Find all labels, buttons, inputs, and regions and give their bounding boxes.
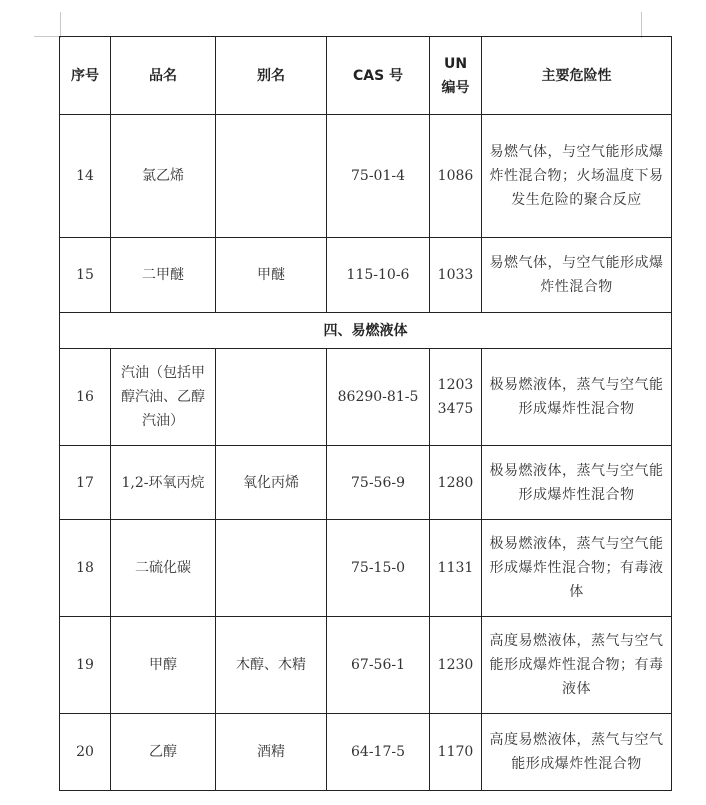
cell-hazard: 极易燃液体，蒸气与空气能形成爆炸性混合物 — [482, 446, 672, 520]
cell-cas: 86290-81-5 — [327, 349, 430, 446]
cell-hazard: 易燃气体，与空气能形成爆炸性混合物 — [482, 238, 672, 313]
cell-name: 二甲醚 — [111, 238, 216, 313]
cell-cas: 75-01-4 — [327, 115, 430, 238]
cell-hazard: 易燃气体，与空气能形成爆炸性混合物；火场温度下易发生危险的聚合反应 — [482, 115, 672, 238]
cell-cas: 64-17-5 — [327, 714, 430, 791]
cell-alias: 甲醚 — [216, 238, 327, 313]
cell-cas: 67-56-1 — [327, 617, 430, 714]
cell-alias — [216, 349, 327, 446]
cell-alias: 木醇、木精 — [216, 617, 327, 714]
cell-alias — [216, 115, 327, 238]
cell-no: 17 — [60, 446, 111, 520]
cell-hazard: 高度易燃液体，蒸气与空气能形成爆炸性混合物；有毒液体 — [482, 617, 672, 714]
cell-name: 1,2-环氧丙烷 — [111, 446, 216, 520]
cell-hazard: 极易燃液体，蒸气与空气能形成爆炸性混合物；有毒液体 — [482, 520, 672, 617]
hazardous-chemicals-table — [59, 36, 672, 791]
table-row — [60, 714, 672, 791]
table-row — [60, 349, 672, 446]
table-row — [60, 115, 672, 238]
table-row — [60, 617, 672, 714]
margin-corner-mark-left — [60, 12, 61, 38]
header-alias: 别名 — [216, 37, 327, 115]
cell-hazard: 极易燃液体，蒸气与空气能形成爆炸性混合物 — [482, 349, 672, 446]
header-row — [60, 37, 672, 115]
cell-un: 1033 — [430, 238, 482, 313]
table-row — [60, 238, 672, 313]
section-title: 四、易燃液体 — [60, 313, 672, 349]
cell-no: 15 — [60, 238, 111, 313]
cell-alias: 氧化丙烯 — [216, 446, 327, 520]
cell-no: 18 — [60, 520, 111, 617]
cell-no: 20 — [60, 714, 111, 791]
cell-alias — [216, 520, 327, 617]
header-un-line2: 编号 — [441, 79, 470, 96]
header-un-line1: UN — [443, 55, 468, 72]
header-cas: CAS 号 — [327, 37, 430, 115]
cell-name: 甲醇 — [111, 617, 216, 714]
cell-cas: 75-56-9 — [327, 446, 430, 520]
table-row — [60, 446, 672, 520]
cell-name: 氯乙烯 — [111, 115, 216, 238]
cell-name: 二硫化碳 — [111, 520, 216, 617]
header-hazard: 主要危险性 — [482, 37, 672, 115]
margin-corner-mark-left — [34, 36, 61, 37]
table-body — [60, 37, 672, 791]
cell-no: 19 — [60, 617, 111, 714]
cell-un: 1086 — [430, 115, 482, 238]
cell-un: 1203 3475 — [430, 349, 482, 446]
table-row — [60, 520, 672, 617]
cell-un: 1280 — [430, 446, 482, 520]
header-name: 品名 — [111, 37, 216, 115]
cell-un: 1131 — [430, 520, 482, 617]
cell-alias: 酒精 — [216, 714, 327, 791]
cell-no: 16 — [60, 349, 111, 446]
margin-corner-mark-right — [641, 12, 642, 38]
cell-un: 1230 — [430, 617, 482, 714]
cell-name: 汽油（包括甲醇汽油、乙醇汽油） — [111, 349, 216, 446]
cell-cas: 115-10-6 — [327, 238, 430, 313]
cell-cas: 75-15-0 — [327, 520, 430, 617]
cell-name: 乙醇 — [111, 714, 216, 791]
cell-un: 1170 — [430, 714, 482, 791]
header-un — [430, 37, 482, 115]
cell-hazard: 高度易燃液体，蒸气与空气能形成爆炸性混合物 — [482, 714, 672, 791]
header-no: 序号 — [60, 37, 111, 115]
cell-no: 14 — [60, 115, 111, 238]
section-row — [60, 313, 672, 349]
